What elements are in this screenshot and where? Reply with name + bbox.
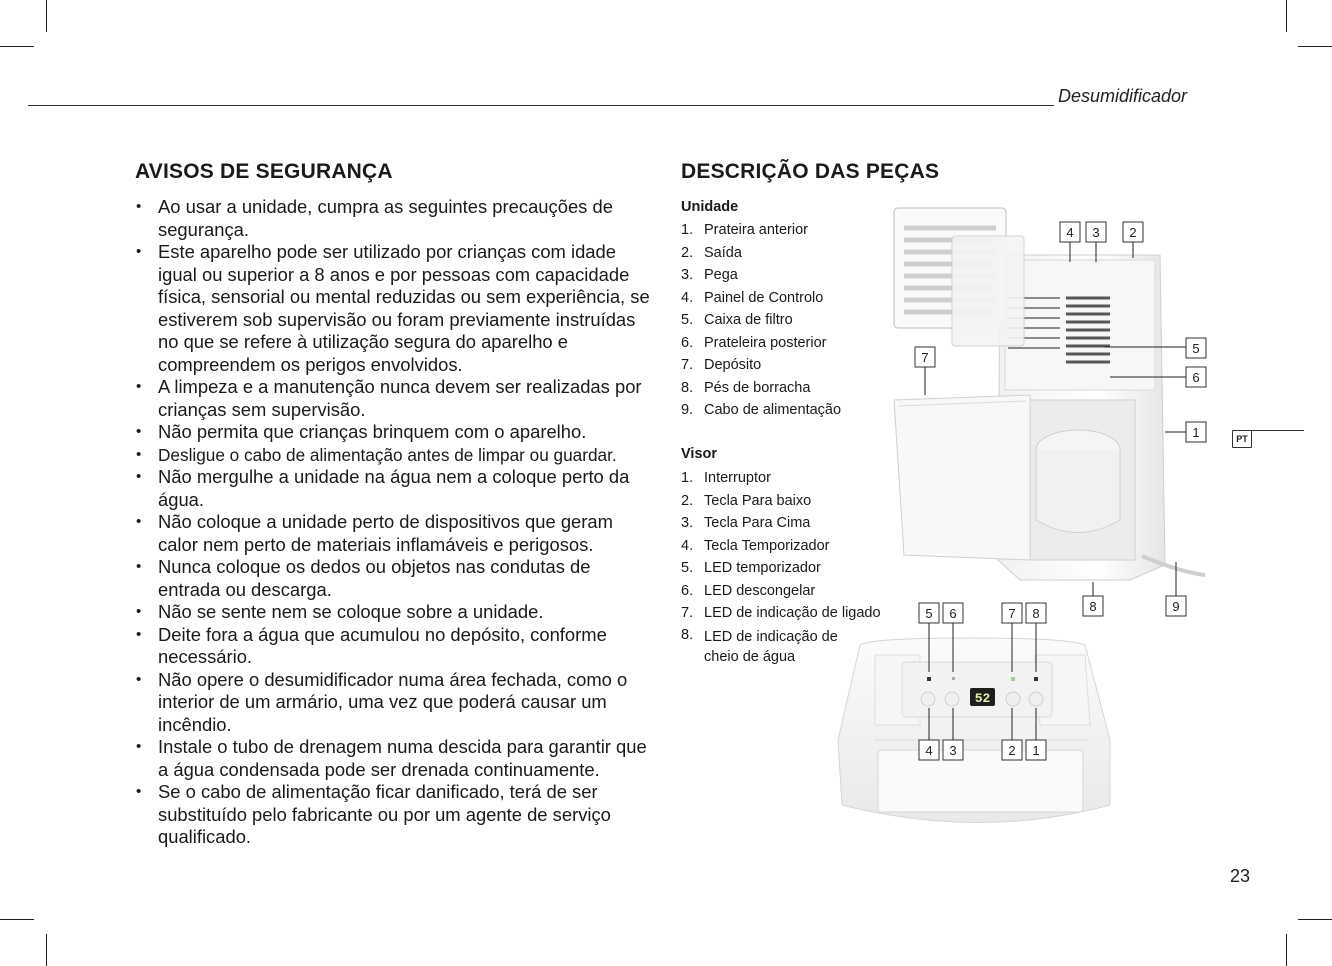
parts-title: DESCRIÇÃO DAS PEÇAS [681,160,940,183]
crop-mark [46,0,47,32]
list-item: • Não opere o desumidificador numa área fechada, como o interior de um armário, uma vez que poderá causar um incêndio. [136,669,656,737]
control-panel-figure [830,600,1120,835]
list-item: • Deite fora a água que acumulou no depósito, conforme necessário. [136,624,656,669]
callout-label: 6 [1192,370,1200,385]
list-item: 7. Depósito [681,357,762,373]
callout-label: 5 [925,606,933,621]
callout-label: 1 [1032,743,1040,758]
header-title: Desumidificador [1058,86,1188,106]
callout-label: 2 [1129,225,1137,240]
callout-label: 7 [921,350,929,365]
list-item: 6. LED descongelar [681,582,816,599]
list-item: 9. Cabo de alimentação [681,402,842,418]
crop-mark [1298,46,1332,47]
callout-label: 8 [1089,599,1097,614]
list-item: 7. LED de indicação de ligado [681,605,881,621]
list-item: 4. Painel de Controlo [681,289,824,306]
callout-label: 8 [1032,606,1040,621]
crop-mark [1286,0,1287,32]
callout-label: 3 [949,743,957,758]
dehumidifier-figure [880,200,1210,620]
callout-label: 4 [925,743,933,758]
list-item: • Nunca coloque os dedos ou objetos nas condutas de entrada ou descarga. [136,556,656,601]
list-item: 2. Tecla Para baixo [681,492,812,509]
callout-label: 4 [1066,225,1074,240]
display-heading: Visor [681,446,718,462]
language-tab-rule [1251,430,1304,431]
list-item: • Instale o tubo de drenagem numa descida para garantir que a água condensada pode ser drenada continuamente. [136,736,656,781]
callout-label: 1 [1192,425,1200,440]
crop-mark [0,46,34,47]
list-item: • Desligue o cabo de alimentação antes de limpar ou guardar. [136,444,656,467]
safety-title: AVISOS DE SEGURANÇA [135,160,393,183]
callout-label: 6 [949,606,957,621]
callout-label: 7 [1008,606,1016,621]
list-item: • Ao usar a unidade, cumpra as seguintes precauções de segurança. [136,196,656,241]
list-item: • Se o cabo de alimentação ficar danificado, terá de ser substituído pelo fabricante ou por um agente de serviço qualificado. [136,781,656,849]
crop-mark [46,934,47,966]
callout-label: 9 [1172,599,1180,614]
list-item: 3. Tecla Para Cima [681,515,811,531]
callout-label: 2 [1008,743,1016,758]
language-badge: PT [1232,430,1252,448]
display-readout: 52 [974,691,991,706]
callout-label: 5 [1192,341,1200,356]
list-item: • Não permita que crianças brinquem com o aparelho. [136,421,656,444]
unit-parts-list [681,219,841,422]
list-item: 5. Caixa de filtro [681,312,793,328]
list-item: 8. Pés de borracha [681,379,811,396]
crop-mark [0,919,34,920]
list-item: 1. Interruptor [681,470,771,486]
list-item: • Este aparelho pode ser utilizado por crianças com idade igual ou superior a 8 anos e por pessoas com capacidade física, sensorial ou mental reduzidas ou sem experiência, se estiverem sob supervisão ou foram previamente instruídas no que se refere à utilização segura do aparelho e compreendem os perigos envolvidos. [136,241,656,376]
list-item: 6. Prateleira posterior [681,334,827,351]
safety-list [136,196,656,849]
callout-label: 3 [1092,225,1100,240]
list-item: 3. Pega [681,267,738,283]
list-item: • Não mergulhe a unidade na água nem a coloque perto da água. [136,466,656,511]
list-item: • Não coloque a unidade perto de dispositivos que geram calor nem perto de materiais inflamáveis e perigosos. [136,511,656,556]
list-item: 5. LED temporizador [681,560,821,576]
crop-mark [1286,934,1287,966]
header-rule [28,105,1054,106]
crop-mark [1298,919,1332,920]
list-item: 8. LED de indicação de cheio de água [681,626,838,665]
page-number: 23 [1230,866,1251,886]
list-item: 1. Prateira anterior [681,222,808,238]
list-item: 2. Saída [681,244,742,261]
list-item: • Não se sente nem se coloque sobre a unidade. [136,601,656,624]
unit-heading: Unidade [681,199,739,215]
list-item: 4. Tecla Temporizador [681,537,830,554]
list-item: • A limpeza e a manutenção nunca devem ser realizadas por crianças sem supervisão. [136,376,656,421]
